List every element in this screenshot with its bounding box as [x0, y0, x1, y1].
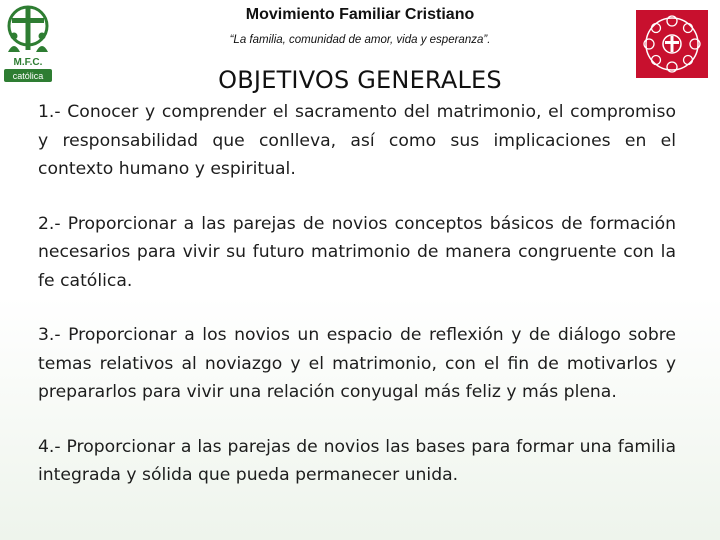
logo-text-mfc: M.F.C. [13, 57, 43, 68]
objectives-list [38, 98, 676, 490]
organization-title: Movimiento Familiar Cristiano [245, 6, 475, 23]
logo-text-catolica: católica [12, 71, 44, 81]
objective-item-1: 1.- Conocer y comprender el sacramento del matrimonio, el compromiso y responsabilidad que conlleva, así como sus implicaciones en el contexto humano y espiritual. [38, 102, 676, 179]
organization-motto: “La familia, comunidad de amor, vida y esperanza”. [229, 34, 491, 46]
objective-item-4: 4.- Proporcionar a las parejas de novios las bases para formar una familia integrada y sólida que pueda permanecer unida. [38, 436, 676, 485]
slide-title: OBJETIVOS GENERALES [218, 66, 502, 94]
objective-item-3: 3.- Proporcionar a los novios un espacio de reflexión y de diálogo sobre temas relativos al noviazgo y el matrimonio, con el fin de motivarlos y prepararlos para vivir una relación conyugal más feliz y más plena. [38, 325, 676, 402]
objective-item-2: 2.- Proporcionar a las parejas de novios conceptos básicos de formación necesarios para vivir su futuro matrimonio de manera congruente con la fe católica. [38, 213, 676, 291]
